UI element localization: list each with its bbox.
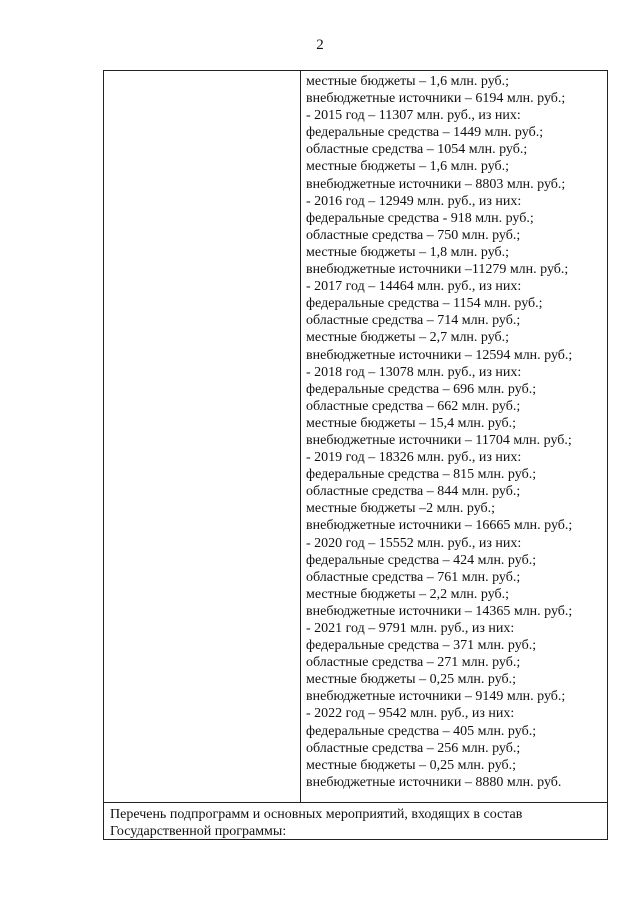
funding-line: областные средства – 844 млн. руб.; bbox=[306, 484, 521, 500]
funding-line: федеральные средства – 405 млн. руб.; bbox=[306, 723, 537, 739]
funding-line: местные бюджеты –2 млн. руб.; bbox=[306, 501, 496, 517]
row-divider bbox=[104, 802, 607, 803]
funding-line: областные средства – 1054 млн. руб.; bbox=[306, 142, 528, 158]
funding-line: - 2016 год – 12949 млн. руб., из них: bbox=[306, 193, 522, 209]
funding-line: местные бюджеты – 0,25 млн. руб.; bbox=[306, 672, 517, 688]
funding-line: областные средства – 256 млн. руб.; bbox=[306, 740, 521, 756]
funding-breakdown-list bbox=[306, 73, 606, 791]
funding-line: местные бюджеты – 0,25 млн. руб.; bbox=[306, 757, 517, 773]
funding-line: - 2018 год – 13078 млн. руб., из них: bbox=[306, 364, 522, 380]
funding-line: федеральные средства – 696 млн. руб.; bbox=[306, 381, 537, 397]
funding-line: местные бюджеты – 2,7 млн. руб.; bbox=[306, 330, 510, 346]
funding-line: - 2015 год – 11307 млн. руб., из них: bbox=[306, 108, 521, 124]
funding-line: внебюджетные источники – 12594 млн. руб.; bbox=[306, 347, 573, 363]
page-number: 2 bbox=[316, 37, 324, 53]
funding-line: областные средства – 662 млн. руб.; bbox=[306, 398, 521, 414]
funding-line: внебюджетные источники – 8803 млн. руб.; bbox=[306, 176, 566, 192]
funding-line: областные средства – 761 млн. руб.; bbox=[306, 569, 521, 585]
funding-line: федеральные средства – 424 млн. руб.; bbox=[306, 552, 537, 568]
column-divider bbox=[300, 71, 301, 802]
left-label-cell bbox=[104, 71, 300, 802]
funding-line: областные средства – 271 млн. руб.; bbox=[306, 655, 521, 671]
funding-line: местные бюджеты – 2,2 млн. руб.; bbox=[306, 586, 510, 602]
funding-line: - 2019 год – 18326 млн. руб., из них: bbox=[306, 450, 522, 466]
funding-line: местные бюджеты – 1,8 млн. руб.; bbox=[306, 244, 510, 260]
funding-line: федеральные средства – 1449 млн. руб.; bbox=[306, 125, 544, 141]
funding-line: - 2021 год – 9791 млн. руб., из них: bbox=[306, 621, 515, 636]
funding-line: федеральные средства – 815 млн. руб.; bbox=[306, 467, 537, 483]
funding-line: федеральные средства – 371 млн. руб.; bbox=[306, 638, 537, 654]
funding-line: местные бюджеты – 15,4 млн. руб.; bbox=[306, 415, 517, 431]
funding-line: внебюджетные источники –11279 млн. руб.; bbox=[306, 262, 569, 278]
funding-line: федеральные средства - 918 млн. руб.; bbox=[306, 210, 534, 226]
funding-line: местные бюджеты – 1,6 млн. руб.; bbox=[306, 74, 510, 89]
funding-line: внебюджетные источники – 14365 млн. руб.; bbox=[306, 603, 573, 619]
funding-line: внебюджетные источники – 16665 млн. руб.; bbox=[306, 518, 573, 534]
funding-line: - 2020 год – 15552 млн. руб., из них: bbox=[306, 535, 522, 551]
funding-line: внебюджетные источники – 11704 млн. руб.; bbox=[306, 432, 572, 448]
funding-line: федеральные средства – 1154 млн. руб.; bbox=[306, 296, 543, 312]
funding-line: внебюджетные источники – 6194 млн. руб.; bbox=[306, 91, 566, 107]
funding-line: внебюджетные источники – 8880 млн. руб. bbox=[306, 774, 562, 790]
funding-line: местные бюджеты – 1,6 млн. руб.; bbox=[306, 159, 510, 175]
funding-line: областные средства – 750 млн. руб.; bbox=[306, 227, 521, 243]
funding-line: внебюджетные источники – 9149 млн. руб.; bbox=[306, 689, 566, 705]
funding-line: областные средства – 714 млн. руб.; bbox=[306, 313, 521, 329]
subprograms-heading: Перечень подпрограмм и основных мероприятий, входящих в состав Государственной программы: bbox=[110, 807, 523, 839]
funding-line: - 2022 год – 9542 млн. руб., из них: bbox=[306, 706, 515, 722]
funding-line: - 2017 год – 14464 млн. руб., из них: bbox=[306, 279, 522, 295]
program-table bbox=[103, 70, 608, 840]
